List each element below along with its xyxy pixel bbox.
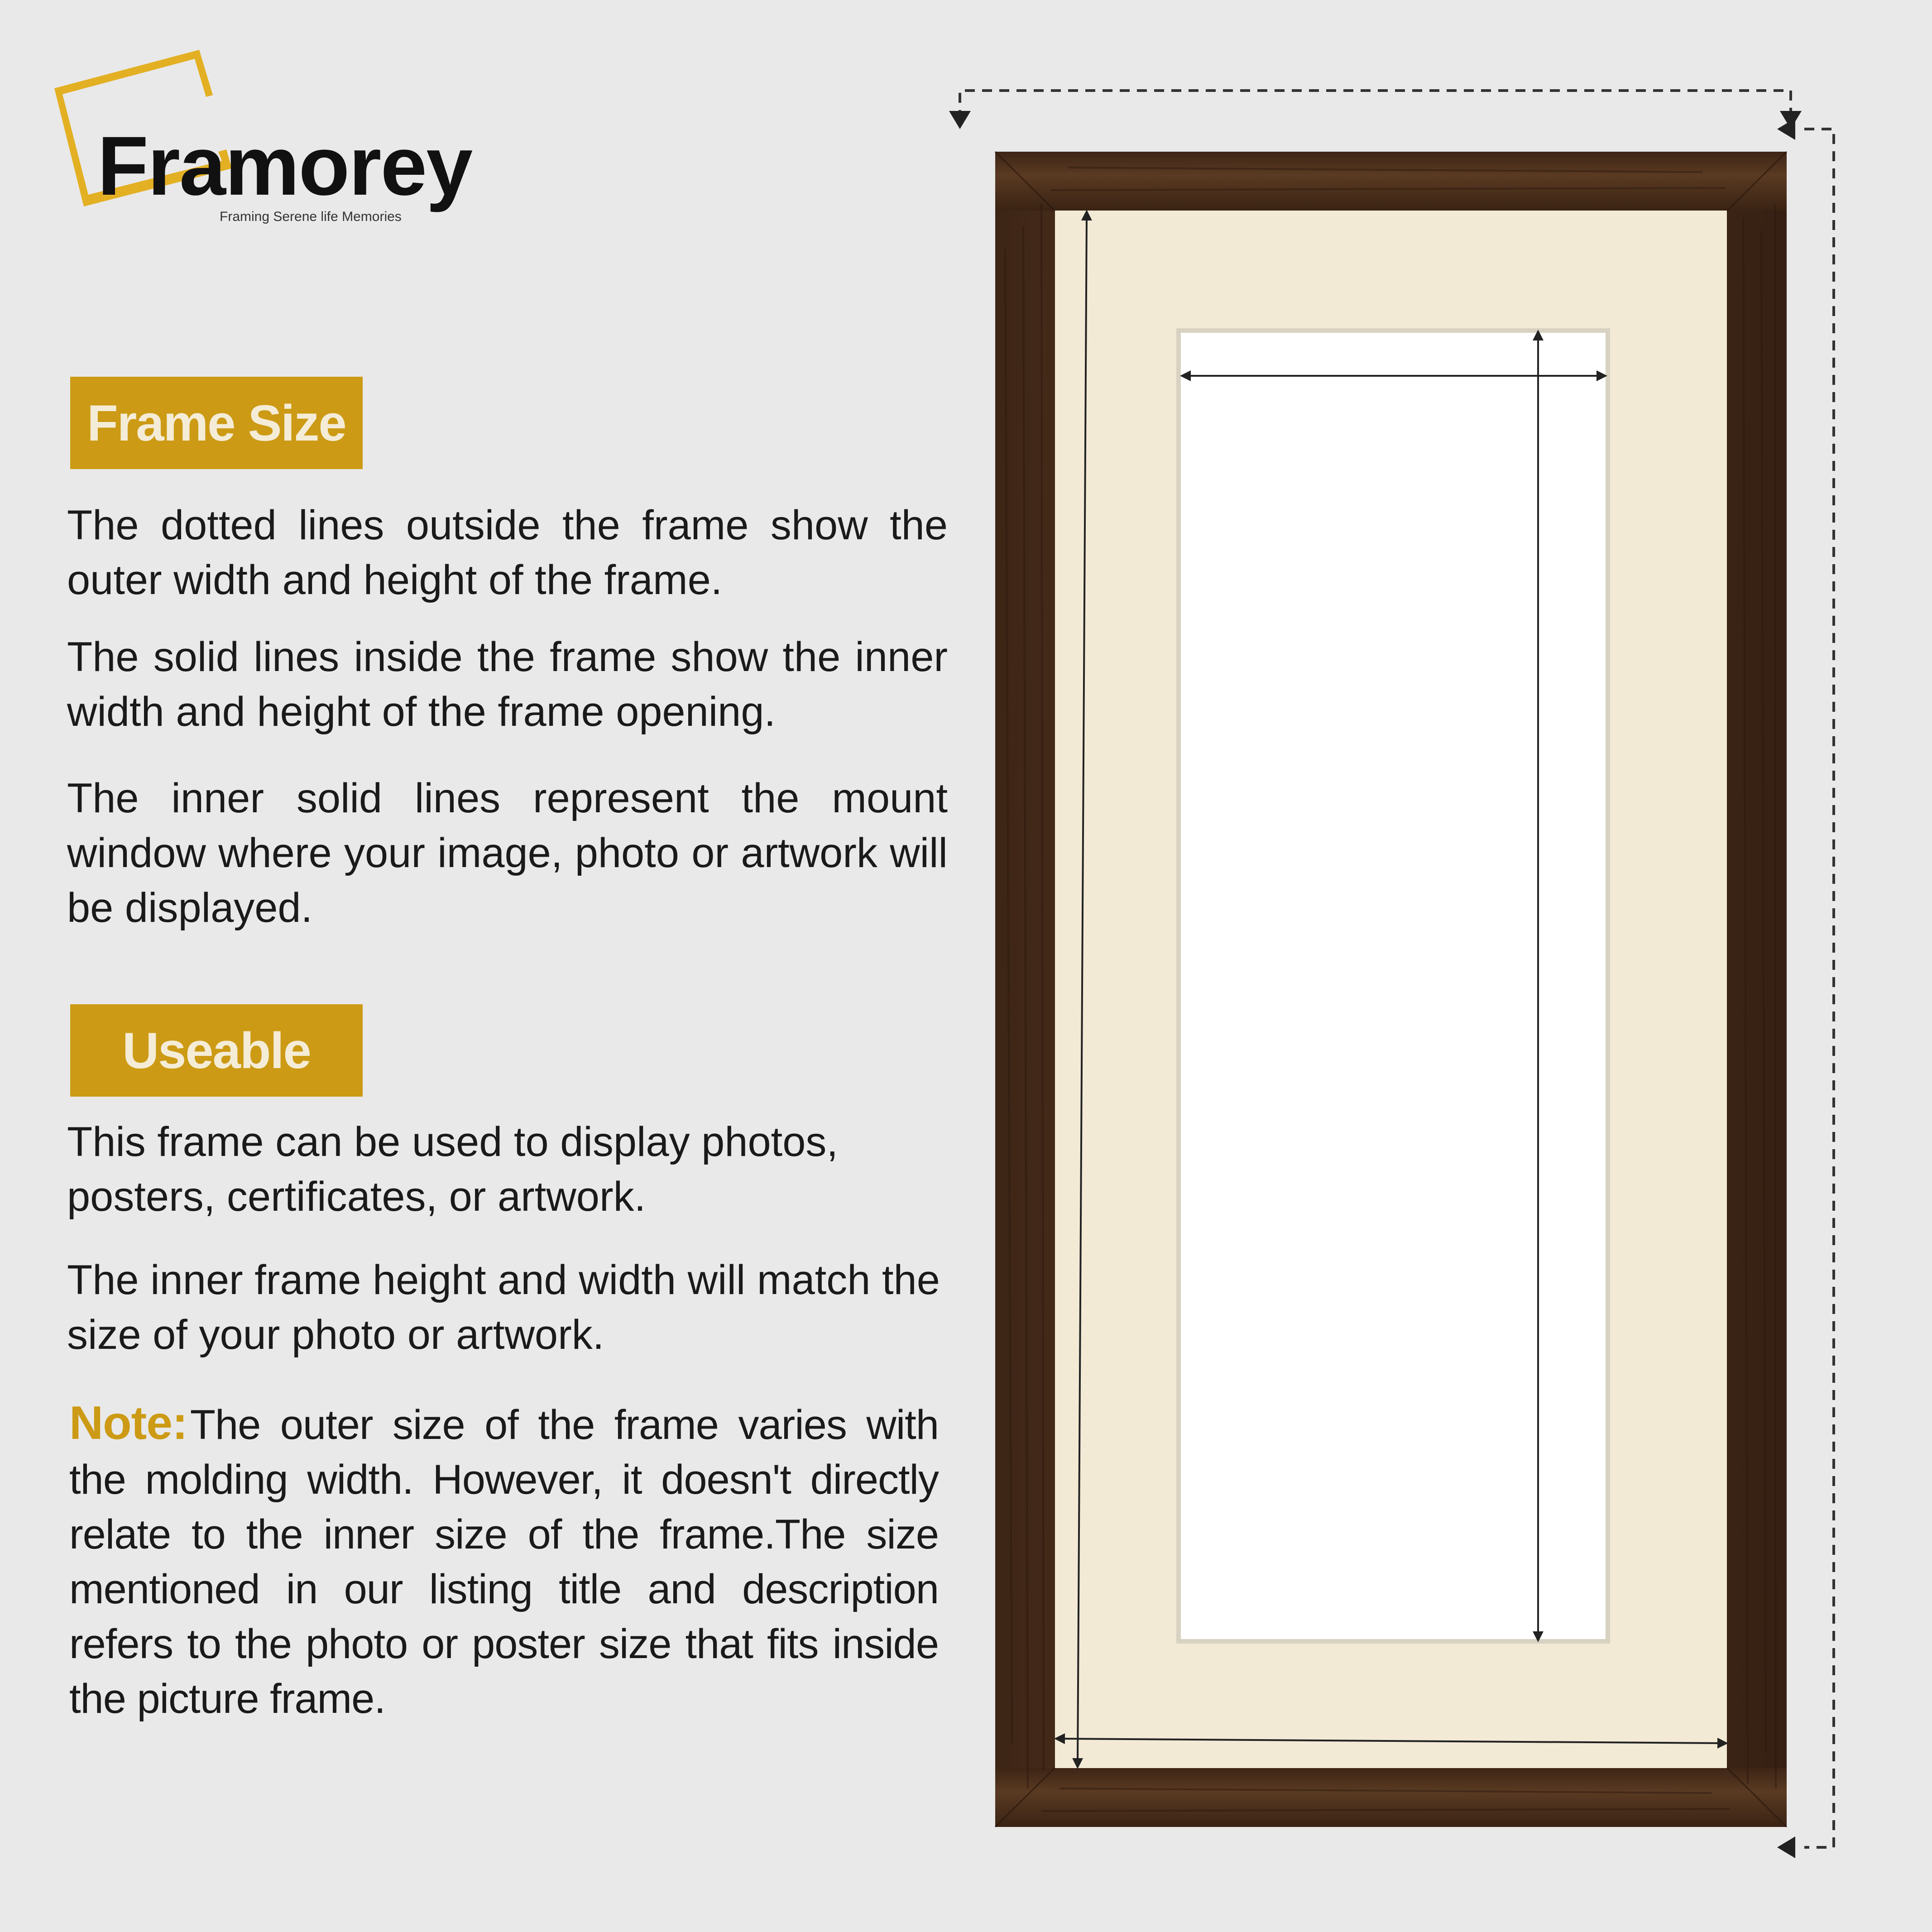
note-paragraph [69, 1396, 939, 1726]
useable-heading: Useable [70, 1004, 363, 1097]
useable-paragraph-match: The inner frame height and width will match the size of your photo or artwork. [67, 1257, 940, 1358]
frame-size-heading: Frame Size [70, 377, 363, 469]
brand-logo [50, 45, 472, 224]
note-text: The outer size of the frame varies with the molding width. However, it doesn't directly relate to the inner size of the frame.The size mentioned in our listing title and description refers to the photo or poster size that fits inside the picture frame. [69, 1402, 939, 1722]
note-label: Note: [69, 1397, 187, 1449]
frame-size-paragraph-outer: The dotted lines outside the frame show the outer width and height of the frame. [67, 502, 948, 603]
useable-paragraph-uses: This frame can be used to display photos, posters, certificates, or artwork. [67, 1119, 838, 1220]
frame-size-paragraph-inner: The solid lines inside the frame show the inner width and height of the frame opening. [67, 634, 948, 735]
outer-width-dotted-line [949, 91, 1802, 129]
frame-size-paragraph-mount: The inner solid lines represent the mount window where your image, photo or artwork will be displayed. [67, 775, 948, 931]
frame-diagram [933, 68, 1906, 1879]
logo-wordmark: Framorey [97, 120, 472, 213]
logo-tagline: Framing Serene life Memories [220, 209, 402, 224]
